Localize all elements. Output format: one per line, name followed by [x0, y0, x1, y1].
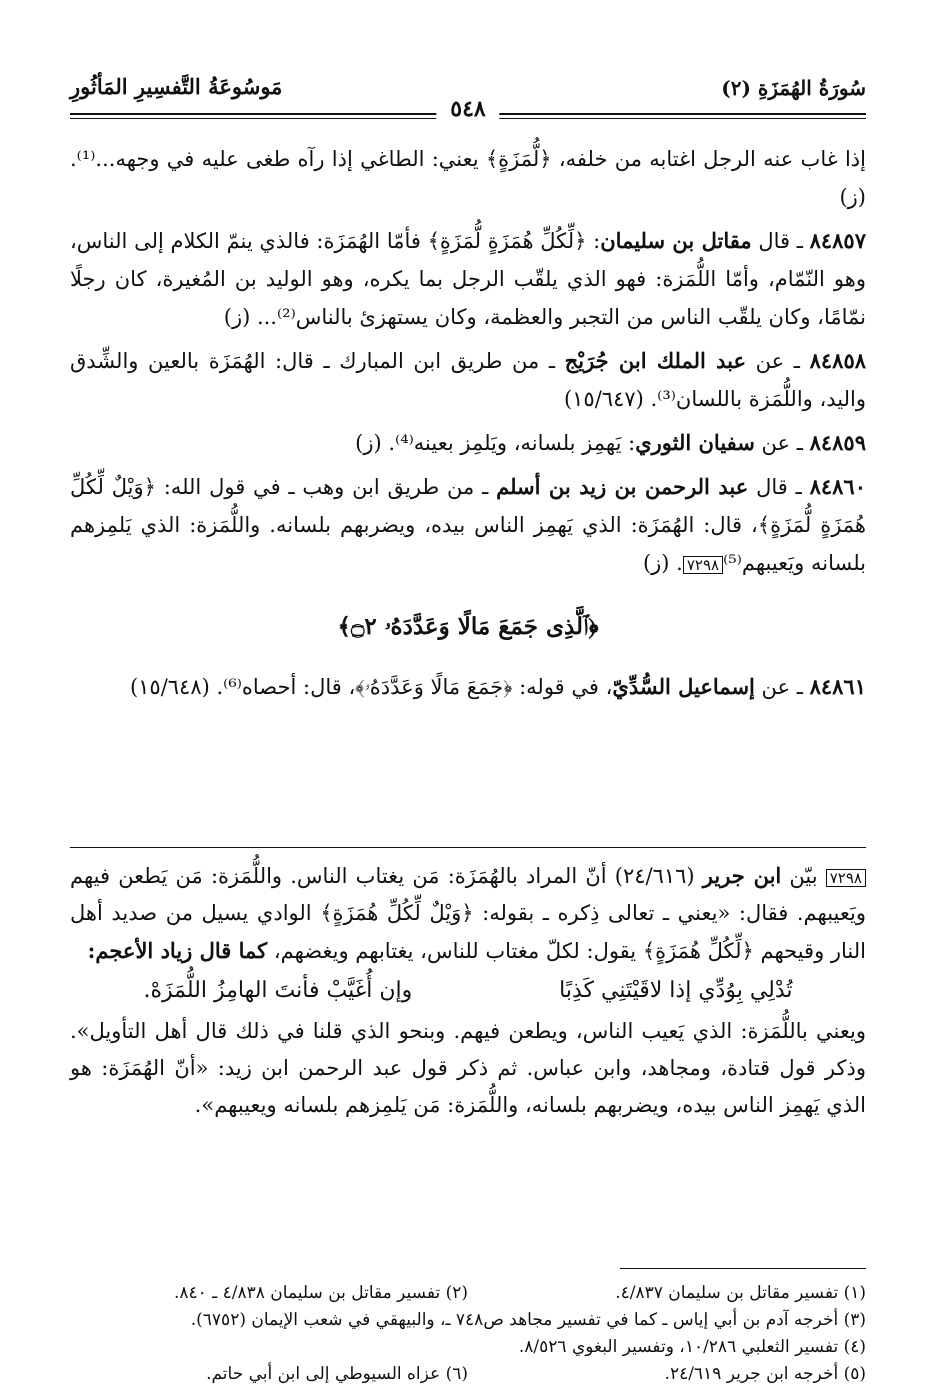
paragraph-lead: ـ عن — [746, 349, 800, 373]
commentary-intro: بيّن — [781, 864, 826, 888]
footnotes — [70, 1280, 866, 1388]
verse-heading: ﴿ٱلَّذِى جَمَعَ مَالًا وَعَدَّدَهُۥ ۝٢﴾ — [337, 613, 599, 640]
poet-intro: كما قال زياد الأعجم: — [87, 938, 268, 963]
paragraph — [70, 222, 866, 336]
paragraph-text: : ﴿لِّكُلِّ هُمَزَةٍ لُّمَزَةٍ﴾ فأمّا الهُمَزَة: فالذي ينمّ الكلام إلى الناس، وهو النّمّام، وأمّا اللُّمَزة: فهو الذي يلقّب الرجل بما يكره، وهو الوليد بن المُغيرة، كان رجلًا نمّامًا، وكان يلقّب الناس من التجبر والعظمة، وكان يستهزئ بالناس⁽²⁾... (ز) — [70, 229, 866, 329]
main-text — [70, 140, 866, 712]
athar-number: ٨٤٨٥٧ — [809, 228, 866, 253]
narrator-name: عبد الرحمن بن زيد بن أسلم — [496, 474, 749, 499]
footnote: (٦) عزاه السيوطي إلى ابن أبي حاتم. — [206, 1364, 468, 1384]
paragraph — [70, 424, 866, 462]
paragraph — [70, 342, 866, 418]
footnote-rule — [620, 1268, 866, 1269]
paragraph-lead: ـ عن — [754, 675, 803, 699]
paragraph-lead: ـ عن — [754, 431, 803, 455]
paragraph — [70, 140, 866, 216]
poem-verse — [70, 972, 866, 1009]
commentary-text: (٢٤/٦١٦) أنّ المراد بالهُمَزَة: مَن يغتاب الناس. واللُّمَزة: مَن يَطعن فيهم ويَعيبهم. فقال: «يعني ـ تعالى ذِكره ـ بقوله: ﴿وَيْلٌ لِّكُلِّ هُمَزَةٍ﴾ الوادي يسيل من صديد أهل النار وقيحهم ﴿لِّكُلِّ هُمَزَةٍ﴾ يقول: لكلّ مغتاب للناس، يغتابهم ويغضهم، — [70, 864, 866, 963]
paragraph-lead: ـ قال — [751, 229, 803, 253]
poem-hemistich-right: تُدْلِي بِوُدِّي إذا لاقَيْتَنِي كَذِبًا — [559, 978, 793, 1003]
narrator-name: سفيان الثوري — [635, 430, 755, 455]
commentator-name: ابن جرير — [702, 863, 782, 888]
footnote: (٢) تفسير مقاتل بن سليمان ٤/٨٣٨ ـ ٨٤٠. — [174, 1283, 468, 1303]
footnote: (٤) تفسير الثعلبي ١٠/٢٨٦، وتفسير البغوي ٨/٥٢٦. — [518, 1337, 866, 1357]
paragraph-lead: ـ قال — [748, 475, 802, 499]
paragraph-text: ، في قوله: ﴿جَمَعَ مَالًا وَعَدَّدَهُۥ﴾، قال: أحصاه⁽⁶⁾. (١٥/٦٤٨) — [129, 675, 613, 699]
footnote-row — [70, 1280, 866, 1307]
footnote: (٣) أخرجه آدم بن أبي إياس ـ كما في تفسير مجاهد ص٧٤٨ ـ، والبيهقي في شعب الإيمان (٦٧٥٢). — [190, 1310, 866, 1330]
commentary-separator — [70, 847, 866, 848]
narrator-name: إسماعيل السُّدِّيّ — [612, 674, 755, 699]
footnote-row — [70, 1361, 866, 1388]
athar-number: ٨٤٨٦٠ — [809, 474, 866, 499]
footnote-row — [70, 1334, 866, 1361]
athar-number: ٨٤٨٥٩ — [809, 430, 866, 455]
footnote: (١) تفسير مقاتل بن سليمان ٤/٨٣٧. — [615, 1283, 866, 1303]
paragraph-text: : يَهمِز بلسانه، ويَلمِز بعينه⁽⁴⁾. (ز) — [355, 431, 636, 455]
poem-hemistich-left: وإن أُغَيَّبْ فأنتَ الهامِزُ اللُّمَزَهْ. — [143, 978, 413, 1003]
footnote: (٥) أخرجه ابن جرير ٢٤/٦١٩. — [664, 1364, 866, 1384]
paragraph-text: إذا غاب عنه الرجل اغتابه من خلفه، ﴿لُّمَزَةٍ﴾ يعني: الطاغي إذا رآه طغى عليه في وجهه...⁽¹⁾. (ز) — [70, 147, 866, 209]
commentary-paragraph — [70, 857, 866, 970]
paragraph-text: ـ من طريق ابن المبارك ـ قال: الهُمَزَة بالعين والشِّدق واليد، واللُّمَزة باللسان⁽³⁾. (١٥/٦٤٧) — [70, 349, 866, 411]
paragraph — [70, 468, 866, 582]
commentary-block — [70, 857, 866, 1124]
surah-title: سُورَةُ الهُمَزَةِ (٢) — [721, 76, 866, 100]
paragraph-tail: . (ز) — [642, 551, 683, 575]
commentary-continuation: ويعني باللُّمَزة: الذي يَعيب الناس، ويطعن فيهم. وبنحو الذي قلنا في ذلك قال أهل التأويل». وذكر قول قتادة، ومجاهد، وابن عباس. ثم ذكر قول عبد الرحمن ابن زيد: «أنّ الهُمَزَة: هو الذي يَهمِز الناس بيده، ويضربهم بلسانه، واللُّمَزة: مَن يَلمِزهم بلسانه ويعيبهم». — [70, 1019, 866, 1117]
narrator-name: مقاتل بن سليمان — [600, 228, 752, 253]
book-title: مَوسُوعَةُ التَّفسِيرِ المَأثُورِ — [70, 74, 283, 99]
footnote-row — [70, 1307, 866, 1334]
paragraph — [70, 668, 866, 706]
page-number: ٥٤٨ — [436, 96, 499, 122]
commentary-box-label: ٧٢٩٨ — [826, 869, 866, 887]
athar-number: ٨٤٨٥٨ — [809, 348, 867, 373]
narrator-name: عبد الملك ابن جُرَيْج — [564, 348, 747, 373]
athar-number: ٨٤٨٦١ — [809, 674, 866, 699]
paragraph-text: ـ من طريق ابن وهب ـ في قول الله: ﴿وَيْلٌ لِّكُلِّ هُمَزَةٍ لُّمَزَةٍ﴾، قال: الهُمَزَة: الذي يَهمِز الناس بيده، ويضربهم بلسانه. واللُّمَزة: الذي يَلمِزهم بلسانه ويَعيبهم⁽⁵⁾ — [70, 475, 866, 575]
commentary-ref-box[interactable]: ٧٢٩٨ — [683, 556, 723, 574]
